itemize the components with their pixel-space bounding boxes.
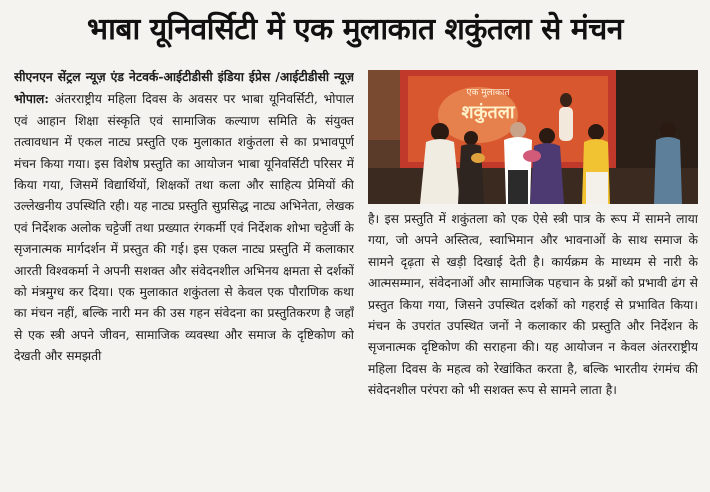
headline: भाबा यूनिवर्सिटी में एक मुलाकात शकुंतला से मंचन [87, 12, 623, 47]
article-body-right: है। इस प्रस्तुति में शकुंतला को एक ऐसे स्त्री पात्र के रूप में सामने लाया गया, जो अपने अस्तित्व, स्वाभिमान और भावनाओं के साथ समाज के सामने दृढ़ता से खड़ी दिखाई देती है। कार्यक्रम के माध्यम से नारी के आत्मसम्मान, संवेदनाओं और सामाजिक पहचान के प्रश्नों को प्रभावी ढंग से प्रस्तुत किया गया, जिसने उपस्थित दर्शकों को गहराई से प्रभावित किया। मंचन के उपरांत उपस्थित जनों ने कलाकार की प्रस्तुति और निर्देशन के सृजनात्मक दृष्टिकोण की सराहना की। यह आयोजन न केवल अंतरराष्ट्रीय महिला दिवस के महत्व को रेखांकित करता है, बल्कि भारतीय रंगमंच की संवेदनशील परंपरा को भी सशक्त रूप से सामने लाता है। [368, 212, 698, 398]
article-left-column [14, 66, 354, 486]
event-photo [368, 70, 698, 204]
event-photo-graphic [368, 70, 698, 204]
article-body-left: अंतरराष्ट्रीय महिला दिवस के अवसर पर भाबा यूनिवर्सिटी, भोपाल एवं आहान शिक्षा संस्कृति एवं सामाजिक कल्याण समिति के संयुक्त तत्वावधान में एकल नाट्य प्रस्तुति एक मुलाकात शकुंतला से का प्रभावपूर्ण मंचन किया गया। इस विशेष प्रस्तुति का आयोजन भाबा यूनिवर्सिटी परिसर में किया गया, जिसमें विद्यार्थियों, शिक्षकों तथा कला और साहित्य प्रेमियों की उल्लेखनीय उपस्थिति रही। यह नाट्य प्रस्तुति सुप्रसिद्ध नाट्य अभिनेता, लेखक एवं निर्देशक अलोक चट्टेर्जी तथा प्रख्यात रंगकर्मी एवं निर्देशक शोभा चट्टेर्जी के सृजनात्मक मार्गदर्शन में प्रस्तुत की गई। इस एकल नाट्य प्रस्तुति में कलाकार आरती विश्वकर्मा ने अपनी सशक्त और संवेदनशील अभिनय क्षमता से दर्शकों को मंत्रमुग्ध कर दिया। एक मुलाकात शकुंतला से केवल एक पौराणिक कथा का मंचन नहीं, बल्कि नारी मन की उस गहन संवेदना का प्रस्तुतिकरण है जहाँ से एक स्त्री अपने जीवन, सामाजिक व्यवस्था और समाज के दृष्टिकोण को देखती और समझती [14, 92, 354, 364]
banner-subtitle: एक मुलाकात [466, 88, 510, 98]
article-right-column [368, 209, 698, 489]
byline: सीएनएन सेंट्रल न्यूज़ एंड नेटवर्क-आईटीडीसी इंडिया ईप्रेस /आईटीडीसी न्यूज़ भोपाल: [14, 69, 354, 107]
banner-title: शकुंतला [461, 102, 515, 123]
